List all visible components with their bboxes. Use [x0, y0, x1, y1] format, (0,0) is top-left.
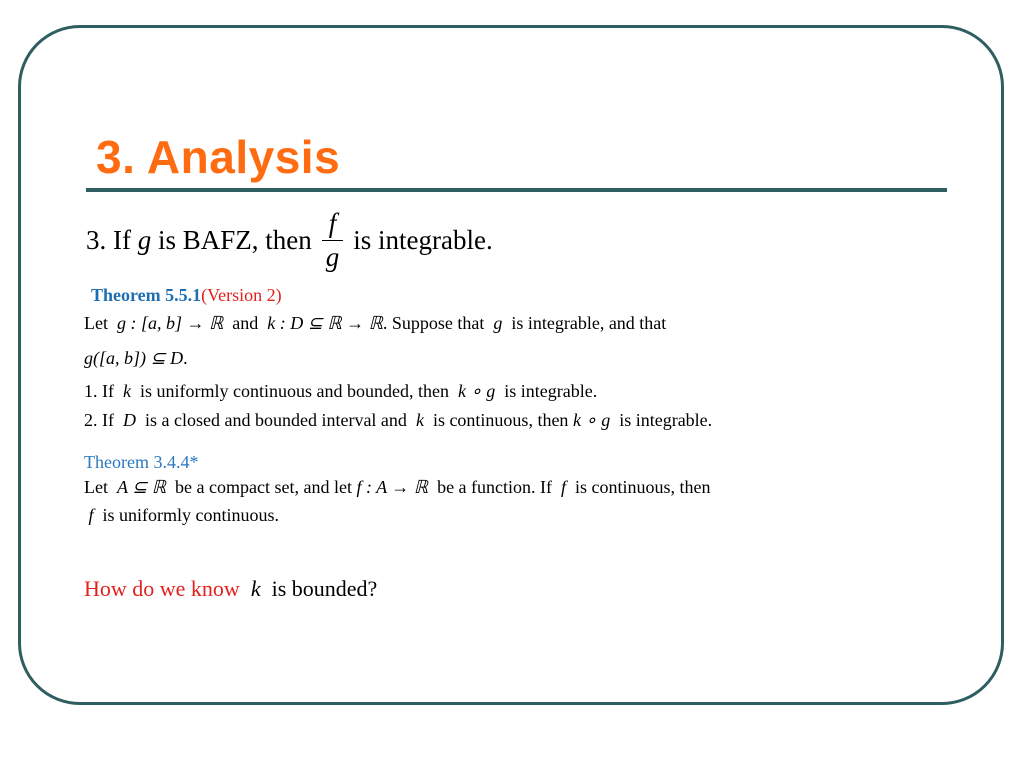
claim-statement — [86, 210, 493, 271]
text: is integrable, and that — [511, 313, 667, 333]
question-text: How do we know — [84, 576, 240, 601]
claim-middle: is BAFZ, then — [157, 225, 312, 255]
fraction-f-over-g — [322, 210, 344, 271]
text: be a compact set, and let — [175, 477, 352, 497]
text: and — [232, 313, 259, 333]
theorem2-name: Theorem 3.4.4* — [84, 452, 199, 472]
math-A-subset: A ⊆ ℝ — [117, 477, 167, 497]
math-k: k — [123, 381, 131, 401]
text: is continuous, then — [575, 477, 711, 497]
math-k: k — [250, 576, 261, 601]
claim-g: g — [137, 225, 152, 255]
text: is a closed and bounded interval and — [145, 410, 407, 430]
math-f: f — [561, 477, 567, 497]
math-k-compose-g: k ∘ g — [572, 410, 611, 430]
theorem1-line2 — [84, 348, 188, 369]
text: 1. If — [84, 381, 114, 401]
question-line — [84, 576, 377, 602]
text: is integrable. — [619, 410, 713, 430]
text: is continuous, then — [432, 410, 569, 430]
claim-prefix: 3. If — [86, 225, 131, 255]
text: . — [183, 348, 188, 368]
text: . Suppose that — [382, 313, 485, 333]
theorem1-version: (Version 2) — [201, 285, 282, 305]
theorem2-line1 — [84, 477, 711, 498]
fraction-denominator: g — [322, 240, 344, 271]
math-g-map: g : [a, b] → ℝ — [117, 313, 224, 333]
math-image-subset: g([a, b]) ⊆ D — [84, 348, 184, 368]
text: is uniformly continuous. — [102, 505, 280, 525]
theorem1-item2 — [84, 410, 712, 431]
title-divider — [86, 188, 947, 192]
question-suffix: is bounded? — [271, 576, 378, 601]
text: 2. If — [84, 410, 114, 430]
theorem1-name: Theorem 5.5.1 — [91, 285, 202, 305]
math-D: D — [123, 410, 136, 430]
theorem1-item1 — [84, 381, 597, 402]
math-k-compose-g: k ∘ g — [457, 381, 496, 401]
slide-title: 3. Analysis — [96, 131, 341, 183]
text: Let — [84, 477, 108, 497]
math-g: g — [493, 313, 503, 333]
math-k: k — [415, 410, 424, 430]
text: is uniformly continuous and bounded, then — [140, 381, 449, 401]
theorem2-line2 — [84, 505, 279, 526]
claim-suffix: is integrable. — [353, 225, 493, 255]
text: be a function. If — [437, 477, 553, 497]
theorem1-line1 — [84, 313, 666, 334]
math-f: f — [88, 505, 94, 525]
math-k-map: k : D ⊆ ℝ → ℝ — [267, 313, 383, 333]
theorem1-heading — [84, 285, 282, 306]
fraction-numerator: f — [328, 208, 337, 238]
text: Let — [84, 313, 108, 333]
text: is integrable. — [504, 381, 598, 401]
math-f-map: f : A → ℝ — [356, 477, 429, 497]
